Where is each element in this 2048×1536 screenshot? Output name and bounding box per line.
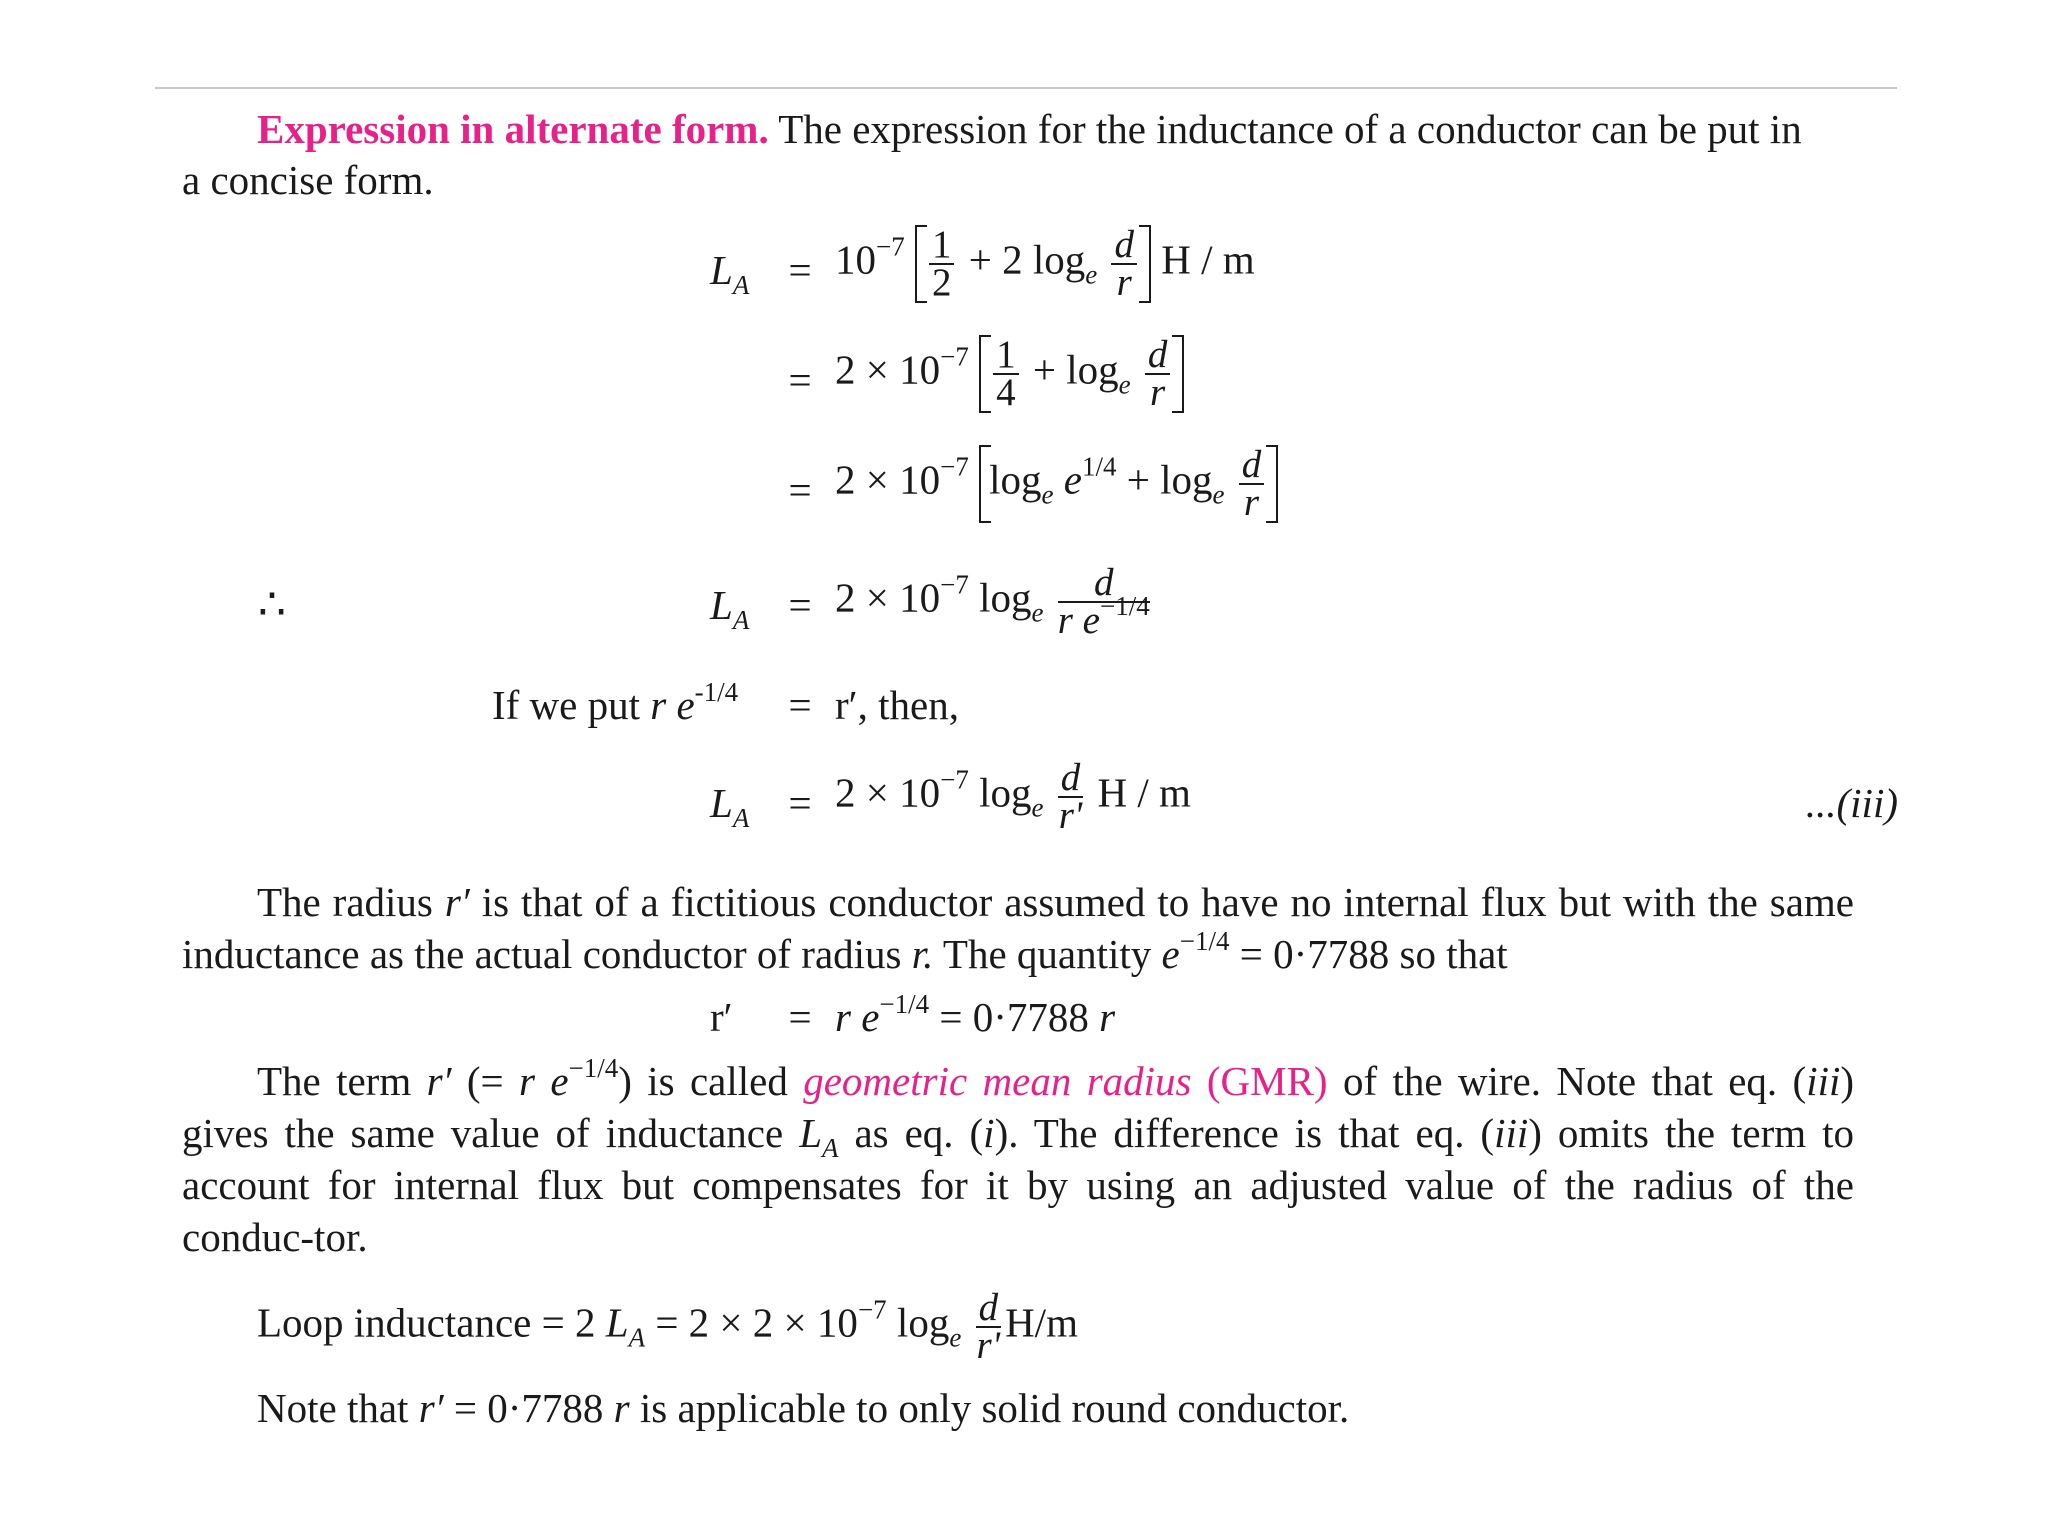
therefore-symbol: ∴ [258,580,286,629]
fraction-d-over-r: $\frac{d}{r}$ [1111,227,1137,301]
gmr-equation: r′ = r $e^{-1/4} = 0\cdot 7788$ r [710,989,1116,1040]
equation-tag-iii: ...(iii) [1805,780,1898,826]
substitution-line: If we put r $e^{-1/4}$ = r′, then, [492,677,959,728]
intro-text-1: The expression for the inductance of a conductor can be put in [778,106,1802,152]
gmr-abbreviation: (GMR) [1206,1058,1328,1104]
fraction-one-quarter: $\frac{1}{4}$ [993,337,1019,411]
paragraph-radius: The radius r′ is that of a fictitious conductor assumed to have no internal flux but with the same inductance as the actual conductor of radius r. The quantity $e^{-1/4} = 0\cdot 7788$ so that [182,879,1854,977]
fraction-d-over-r: $\frac{d}{r}$ [1239,447,1265,521]
section-heading: Expression in alternate form. [257,106,769,152]
fraction-d-over-r: $\frac{d}{r}$ [1145,337,1171,411]
fraction-one-half: $\frac{1}{2}$ [929,227,955,301]
bracket-3: $\log_e e^{1/4} + \log_e$ $\frac{d}{r}$ [979,445,1278,523]
note-line: Note that r′ = 0·7788 r is applicable to only solid round conductor. [257,1385,1350,1431]
paragraph-gmr: The term r′ (= r $e^{-1/4}$) is called geometric mean radius (GMR) of the wire. Note that eq. (iii) gives the same value of inductance $L_A$ as eq. (i). The difference is that eq. (iii) omits the term to account for internal flux but compensates for it by using an adjusted value of the radius of the conduc-tor. [182,1053,1855,1260]
top-divider [155,87,1897,89]
equation-1: $L_A$ = $10^{-7}$ $\frac{1}{2}$ + 2 $\log_e$ $\frac{d}{r}$ H / m [710,223,1255,304]
fraction-d-over-r-prime: $\frac{d}{r'}$ [1058,756,1083,837]
equation-3: = $2 \times 10^{-7}$ $\log_e e^{1/4} + \log_e$ $\frac{d}{r}$ [0,445,2048,545]
intro-line-2: a concise form. [182,157,434,203]
equation-iii: $L_A$ = $2 \times 10^{-7}$ $\log_e$ $\frac{d}{r'}$ H / m ...(iii) [710,756,1898,837]
equation-2: = $2 \times 10^{-7}$ $\frac{1}{4}$ + $\log_e$ $\frac{d}{r}$ [0,335,2048,435]
equation-4: ∴ $L_A$ = $2 \times 10^{-7}$ $\log_e$ $\frac{d}{r e^{-1/4}}$ [258,561,1150,642]
fraction-d-over-re: $\frac{d}{r e^{-1/4}}$ [1057,561,1150,642]
bracket-2: $\frac{1}{4}$ + $\log_e$ $\frac{d}{r}$ [979,335,1184,413]
loop-inductance-line: Loop inductance = 2 $L_A = 2 \times 2 \times 10^{-7}$ $\log_e$ $\frac{d}{r'}$ H/m [257,1286,1078,1367]
fraction-d-over-r-prime: $\frac{d}{r'}$ [976,1286,1001,1367]
bracket-1: $\frac{1}{2}$ + 2 $\log_e$ $\frac{d}{r}$ [915,225,1151,303]
intro-paragraph [182,103,1854,155]
gmr-term: geometric mean radius [803,1058,1192,1104]
